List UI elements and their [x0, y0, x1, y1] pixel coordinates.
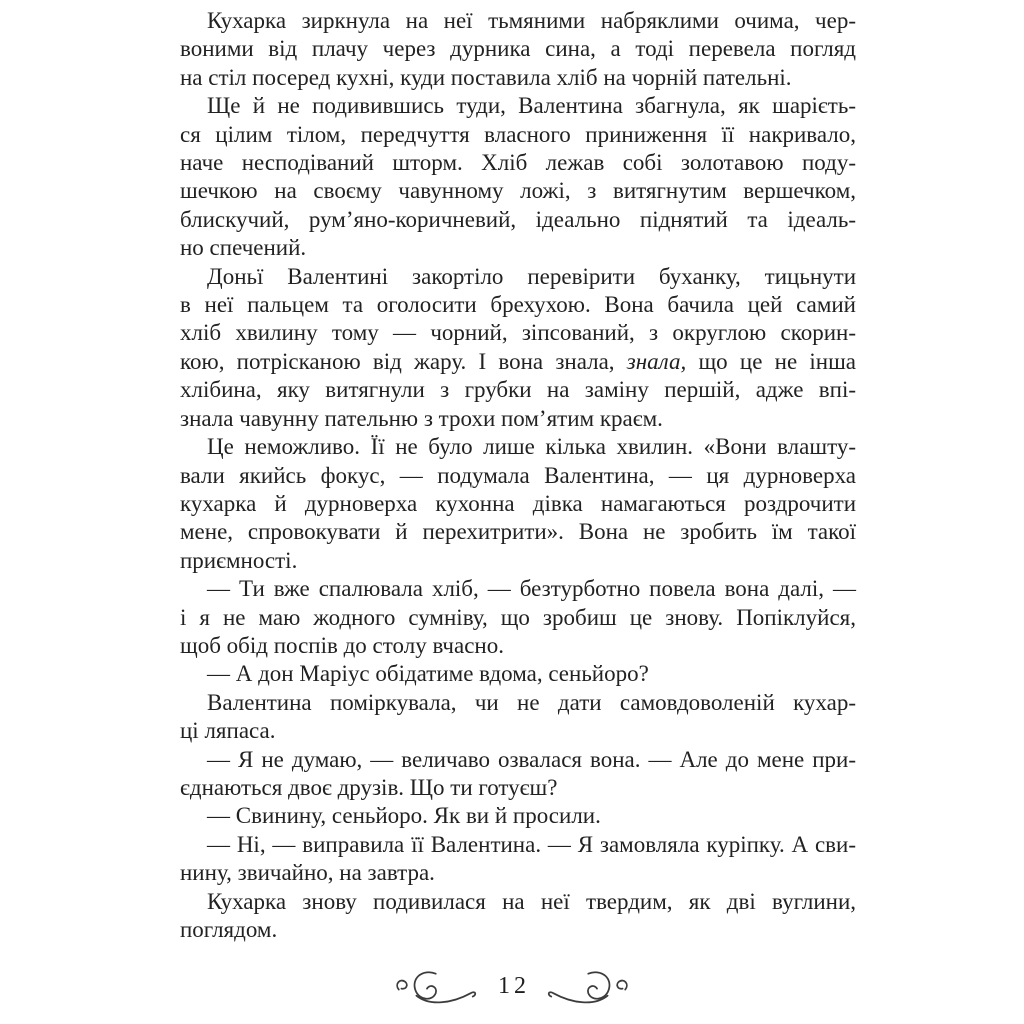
text-line: шечкою на своєму чавунному ложі, з витягнутим вершечком, — [180, 178, 856, 204]
flourish-right-icon — [546, 966, 634, 1006]
text-line: Це неможливо. Її не було лише кілька хвилин. «Вони влашту- — [207, 434, 856, 460]
text-line: наче несподіваний шторм. Хліб лежав собі золотавою поду- — [180, 150, 856, 176]
text-line — [180, 348, 856, 376]
text-line: Валентина поміркувала, чи не дати самовдоволеній кухар- — [207, 689, 856, 715]
text-line: ся цілим тілом, передчуття власного приниження її накривало, — [180, 121, 856, 147]
text-line: — Ти вже спалювала хліб, — безтурботно повела вона далі, — — [207, 576, 856, 602]
paragraph — [180, 746, 856, 803]
text-line: і я не маю жодного сумніву, що зробиш це знову. Попіклуйся, — [180, 604, 856, 630]
text-line: — Ні, — виправила її Валентина. — Я замовляла куріпку. А сви- — [207, 831, 856, 857]
text-line: Доньї Валентині закортіло перевірити буханку, тицьнути — [207, 263, 856, 289]
text-line: — Я не думаю, — величаво озвалася вона. — Але до мене при- — [207, 746, 856, 772]
page-number: 12 — [498, 972, 530, 999]
text-line: воними від плачу через дурника сина, а тоді перевела погляд — [180, 36, 856, 62]
text-line: Кухарка знову подивилася на неї твердим, як дві вуглини, — [207, 888, 856, 914]
text-line: кухарка й дурноверха кухонна дівка намагаються роздрочити — [180, 490, 856, 516]
text-line: мене, спровокувати й перехитрити». Вона не зробить їм такої — [180, 519, 856, 545]
text-line: на стіл посеред кухні, куди поставила хліб на чорній пательні. — [180, 64, 792, 90]
text-line: но спечений. — [180, 235, 307, 261]
paragraph — [180, 660, 856, 688]
paragraph — [180, 92, 856, 262]
page-footer — [0, 963, 1024, 1009]
paragraph — [180, 689, 856, 746]
text-line: єднаються двоє друзів. Що ти готуєш? — [180, 774, 558, 800]
text-line: вали якийсь фокус, — подумала Валентина, — ця дурноверха — [180, 462, 856, 488]
text-segment: кою, потрісканою від жару. І вона знала, — [180, 348, 627, 374]
page-text — [180, 7, 856, 944]
text-line: приємності. — [180, 547, 298, 573]
paragraph — [180, 263, 856, 433]
text-line: — Свинину, сеньйоро. Як ви й просили. — [207, 803, 601, 829]
text-line: поглядом. — [180, 917, 278, 942]
paragraph — [180, 888, 856, 945]
flourish-left-icon — [390, 966, 478, 1006]
italic-text: знала, — [626, 348, 687, 374]
text-line: хлібина, яку витягнули з грубки на заміну першій, адже впі- — [180, 377, 856, 403]
paragraph — [180, 831, 856, 888]
text-line: Кухарка зиркнула на неї тьмяними набряклими очима, чер- — [207, 8, 856, 33]
text-line: знала чавунну пательню з трохи пом’ятим краєм. — [180, 405, 663, 431]
text-line: нину, звичайно, на завтра. — [180, 860, 435, 886]
text-line: хліб хвилину тому — чорний, зіпсований, з округлою скорин- — [180, 320, 856, 346]
paragraph — [180, 7, 856, 92]
paragraph — [180, 575, 856, 660]
paragraph — [180, 802, 856, 830]
text-line: в неї пальцем та оголосити брехухою. Вона бачила цей самий — [180, 292, 856, 318]
text-line: ці ляпаса. — [180, 718, 276, 744]
text-line: щоб обід поспів до столу вчасно. — [180, 632, 504, 658]
text-line: блискучий, рум’яно-коричневий, ідеально піднятий та ідеаль- — [180, 206, 856, 232]
text-line: — А дон Маріус обідатиме вдома, сеньйоро? — [207, 661, 649, 687]
text-segment: що це не інша — [686, 348, 856, 374]
paragraph — [180, 433, 856, 575]
text-line: Ще й не подивившись туди, Валентина збагнула, як шарієть- — [207, 93, 856, 119]
